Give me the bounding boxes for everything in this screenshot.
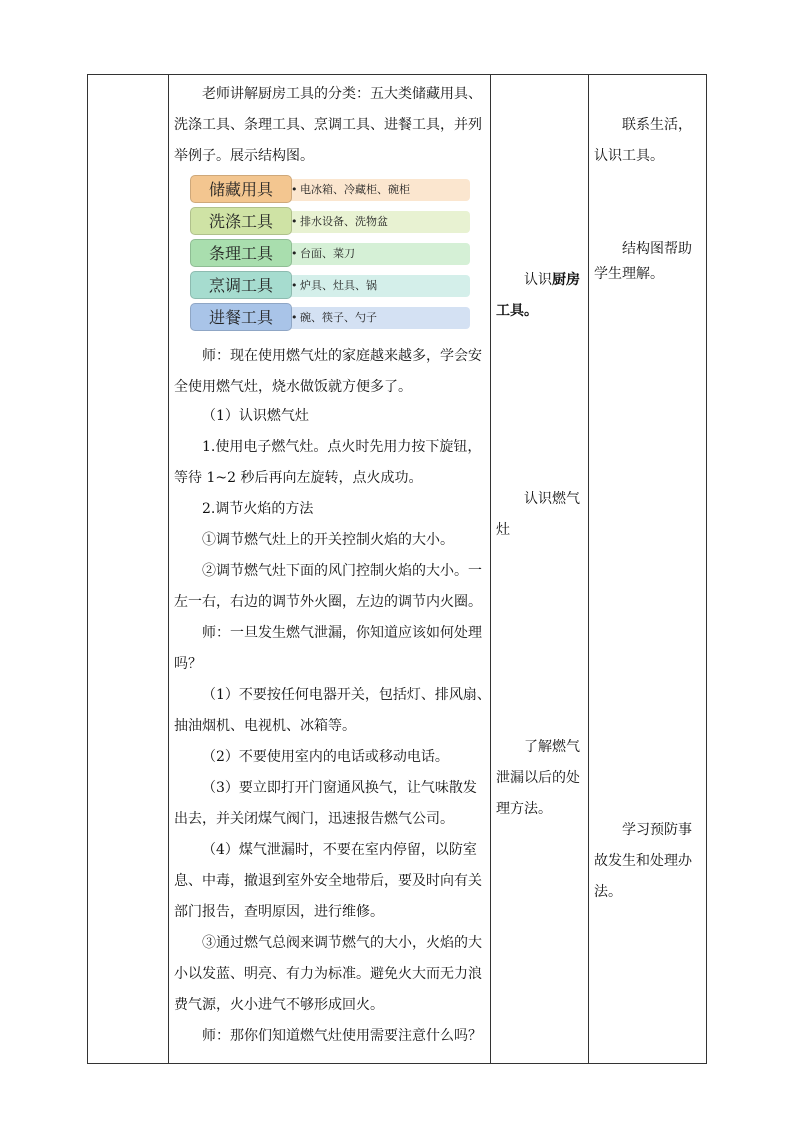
paragraph: 2.调节火焰的方法 (202, 501, 314, 517)
intent-note: 结构图帮助 (622, 241, 692, 257)
category-description: • 电冰箱、冷藏柜、碗柜 (300, 179, 410, 201)
paragraph: 举例子。展示结构图。 (174, 148, 314, 164)
paragraph: ③通过燃气总阀来调节燃气的大小，火焰的大 (202, 935, 482, 951)
paragraph: （3）要立即打开门窗通风换气，让气味散发 (202, 780, 477, 796)
intent-note: 故发生和处理办 (594, 853, 692, 869)
paragraph: （4）煤气泄漏时，不要在室内停留，以防室 (202, 842, 477, 858)
paragraph: 师：一旦发生燃气泄漏，你知道应该如何处理 (202, 625, 482, 641)
activity-note: 了解燃气 (524, 739, 580, 755)
paragraph: 全使用燃气灶，烧水做饭就方便多了。 (174, 379, 412, 395)
category-row (190, 175, 473, 203)
category-label: 储藏用具 (190, 175, 292, 203)
paragraph: 吗？ (174, 656, 202, 672)
category-label: 进餐工具 (190, 303, 292, 331)
paragraph: 左一右，右边的调节外火圈，左边的调节内火圈。 (174, 594, 482, 610)
paragraph: ①调节燃气灶上的开关控制火焰的大小。 (202, 532, 454, 548)
intent-note: 联系生活， (622, 117, 692, 133)
category-description: • 炉具、灶具、锅 (300, 275, 377, 297)
paragraph: 抽油烟机、电视机、冰箱等。 (174, 718, 356, 734)
category-description: • 排水设备、洗物盆 (300, 211, 388, 233)
intent-note: 法。 (594, 884, 622, 900)
paragraph: 师：那你们知道燃气灶使用需要注意什么吗？ (202, 1028, 482, 1044)
paragraph: 小以发蓝、明亮、有力为标准。避免火大而无力浪 (174, 966, 482, 982)
activity-note: 泄漏以后的处 (496, 770, 580, 786)
category-row (190, 239, 473, 267)
category-label: 洗涤工具 (190, 207, 292, 235)
lesson-table (87, 74, 707, 1064)
paragraph: 洗涤工具、条理工具、烹调工具、进餐工具，并列 (174, 117, 482, 133)
paragraph: 息、中毒，撤退到室外安全地带后，要及时向有关 (174, 873, 482, 889)
paragraph: 等待 1~2 秒后再向左旋转，点火成功。 (174, 470, 423, 486)
paragraph: 老师讲解厨房工具的分类：五大类储藏用具、 (202, 86, 482, 102)
intent-note: 学习预防事 (622, 822, 692, 838)
column-divider (588, 75, 589, 1063)
paragraph: （1）不要按任何电器开关，包括灯、排风扇、 (202, 687, 491, 703)
paragraph: ②调节燃气灶下面的风门控制火焰的大小。一 (202, 563, 482, 579)
activity-note: 认识厨房 (524, 272, 580, 288)
column-divider (168, 75, 169, 1063)
activity-note: 认识燃气 (524, 491, 580, 507)
intent-note: 学生理解。 (594, 266, 664, 282)
paragraph: 费气源，火小进气不够形成回火。 (174, 997, 384, 1013)
intent-note: 认识工具。 (594, 148, 664, 164)
paragraph: 1.使用电子燃气灶。点火时先用力按下旋钮， (202, 439, 482, 455)
activity-note: 灶 (496, 522, 510, 538)
category-row (190, 271, 473, 299)
paragraph: （2）不要使用室内的电话或移动电话。 (202, 749, 449, 765)
paragraph: 出去，并关闭煤气阀门，迅速报告燃气公司。 (174, 811, 454, 827)
category-label: 烹调工具 (190, 271, 292, 299)
category-row (190, 207, 473, 235)
category-description: • 碗、筷子、勺子 (300, 307, 377, 329)
category-label: 条理工具 (190, 239, 292, 267)
column-divider (490, 75, 491, 1063)
activity-note: 理方法。 (496, 801, 552, 817)
paragraph: 部门报告，查明原因，进行维修。 (174, 904, 384, 920)
category-row (190, 303, 473, 331)
paragraph: （1）认识燃气灶 (202, 408, 309, 424)
category-description: • 台面、菜刀 (300, 243, 355, 265)
paragraph: 师：现在使用燃气灶的家庭越来越多，学会安 (202, 348, 482, 364)
activity-note: 工具。 (496, 303, 538, 319)
